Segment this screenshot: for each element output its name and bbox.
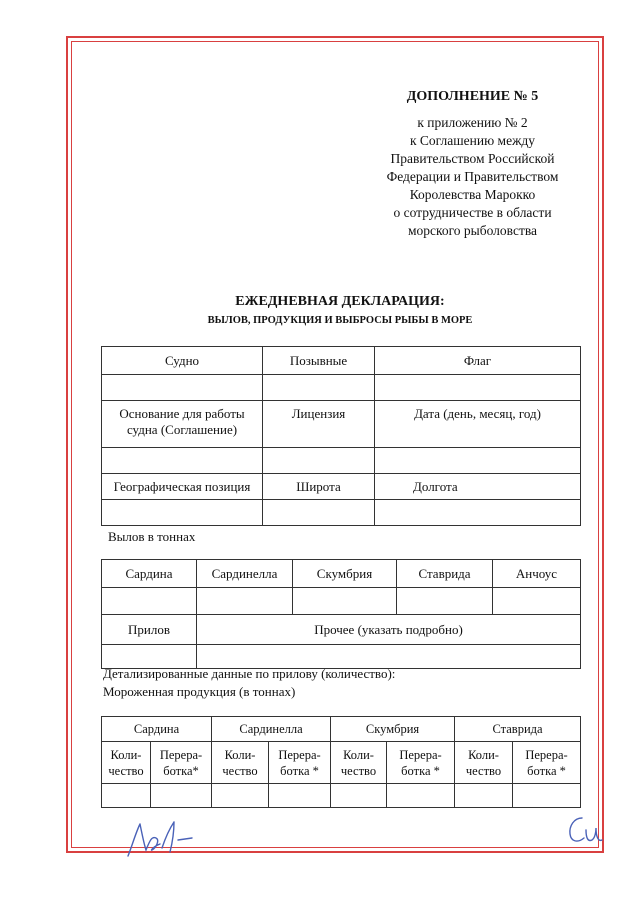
frozen-cell: [387, 784, 455, 808]
frozen-table: [101, 716, 581, 808]
addendum-line: морского рыболовства: [407, 223, 538, 238]
bycatch-details-label: Детализированные данные по прилову (количество):: [103, 666, 396, 681]
frozen-cell: [455, 784, 513, 808]
frozen-cell: [212, 784, 269, 808]
flag-cell: [375, 375, 581, 401]
species-header: Анчоус: [493, 560, 581, 588]
addendum-line: Королевства Марокко: [409, 187, 536, 202]
processing-header: [269, 742, 331, 784]
processing-text: Перера-ботка *: [399, 747, 442, 778]
frozen-cell: [513, 784, 581, 808]
frozen-cell: [102, 784, 151, 808]
vessel-table: [101, 346, 581, 526]
date-cell: [375, 448, 581, 474]
processing-text: Перера-ботка *: [525, 747, 568, 778]
basis-header: Основание для работы судна (Соглашение): [102, 401, 263, 448]
declaration-title: ЕЖЕДНЕВНАЯ ДЕКЛАРАЦИЯ:: [235, 294, 445, 309]
processing-text: Перера-ботка *: [278, 747, 321, 778]
call-sign-header: Позывные: [263, 347, 375, 375]
basis-cell: [102, 448, 263, 474]
quantity-header: [455, 742, 513, 784]
bycatch-cell: [102, 645, 197, 669]
vessel-cell: [102, 375, 263, 401]
addendum-heading: ДОПОЛНЕНИЕ № 5: [406, 89, 539, 104]
quantity-text: Коли-чество: [222, 747, 258, 778]
date-header: Дата (день, месяц, год): [375, 401, 581, 448]
frozen-cell: [331, 784, 387, 808]
geo-position-header: Географическая позиция: [102, 474, 263, 500]
license-cell: [263, 448, 375, 474]
addendum-line: Федерации и Правительством: [386, 169, 559, 184]
frozen-species-header: Сардина: [102, 717, 212, 742]
call-sign-cell: [263, 375, 375, 401]
quantity-text: Коли-чество: [340, 747, 377, 778]
quantity-text: Коли-чество: [108, 747, 144, 778]
species-header: Ставрида: [397, 560, 493, 588]
other-cell: [197, 645, 581, 669]
signature-right: [566, 812, 606, 848]
quantity-text: Коли-чество: [465, 747, 502, 778]
species-header: Сардинелла: [197, 560, 293, 588]
frozen-label: Мороженная продукция (в тоннах): [103, 684, 296, 699]
flag-header: Флаг: [375, 347, 581, 375]
frozen-cell: [269, 784, 331, 808]
addendum-block: [360, 88, 585, 240]
catch-table: [101, 559, 581, 669]
catch-cell: [197, 588, 293, 615]
frozen-species-header: Ставрида: [455, 717, 581, 742]
bycatch-header: Прилов: [102, 615, 197, 645]
other-header: Прочее (указать подробно): [197, 615, 581, 645]
catch-cell: [102, 588, 197, 615]
species-header: Скумбрия: [293, 560, 397, 588]
frozen-species-header: Скумбрия: [331, 717, 455, 742]
species-header: Сардина: [102, 560, 197, 588]
frozen-species-header: Сардинелла: [212, 717, 331, 742]
vessel-header: Судно: [102, 347, 263, 375]
quantity-header: [331, 742, 387, 784]
catch-label: Вылов в тоннах: [108, 529, 196, 544]
frozen-cell: [151, 784, 212, 808]
addendum-line: к приложению № 2: [417, 115, 528, 130]
catch-cell: [493, 588, 581, 615]
processing-header: [151, 742, 212, 784]
processing-header: [387, 742, 455, 784]
processing-text: Перера-ботка*: [159, 747, 203, 778]
addendum-line: о сотрудничестве в области: [393, 205, 552, 220]
longitude-cell: [375, 500, 581, 526]
license-header: Лицензия: [263, 401, 375, 448]
addendum-line: Правительством Российской: [390, 151, 555, 166]
signature-left: [122, 818, 212, 860]
catch-cell: [397, 588, 493, 615]
declaration-subtitle: ВЫЛОВ, ПРОДУКЦИЯ И ВЫБРОСЫ РЫБЫ В МОРЕ: [207, 315, 473, 326]
quantity-header: [212, 742, 269, 784]
processing-header: [513, 742, 581, 784]
quantity-header: [102, 742, 151, 784]
catch-cell: [293, 588, 397, 615]
latitude-header: Широта: [263, 474, 375, 500]
geo-position-cell: [102, 500, 263, 526]
longitude-header: Долгота: [375, 474, 581, 500]
addendum-line: к Соглашению между: [409, 133, 536, 148]
latitude-cell: [263, 500, 375, 526]
